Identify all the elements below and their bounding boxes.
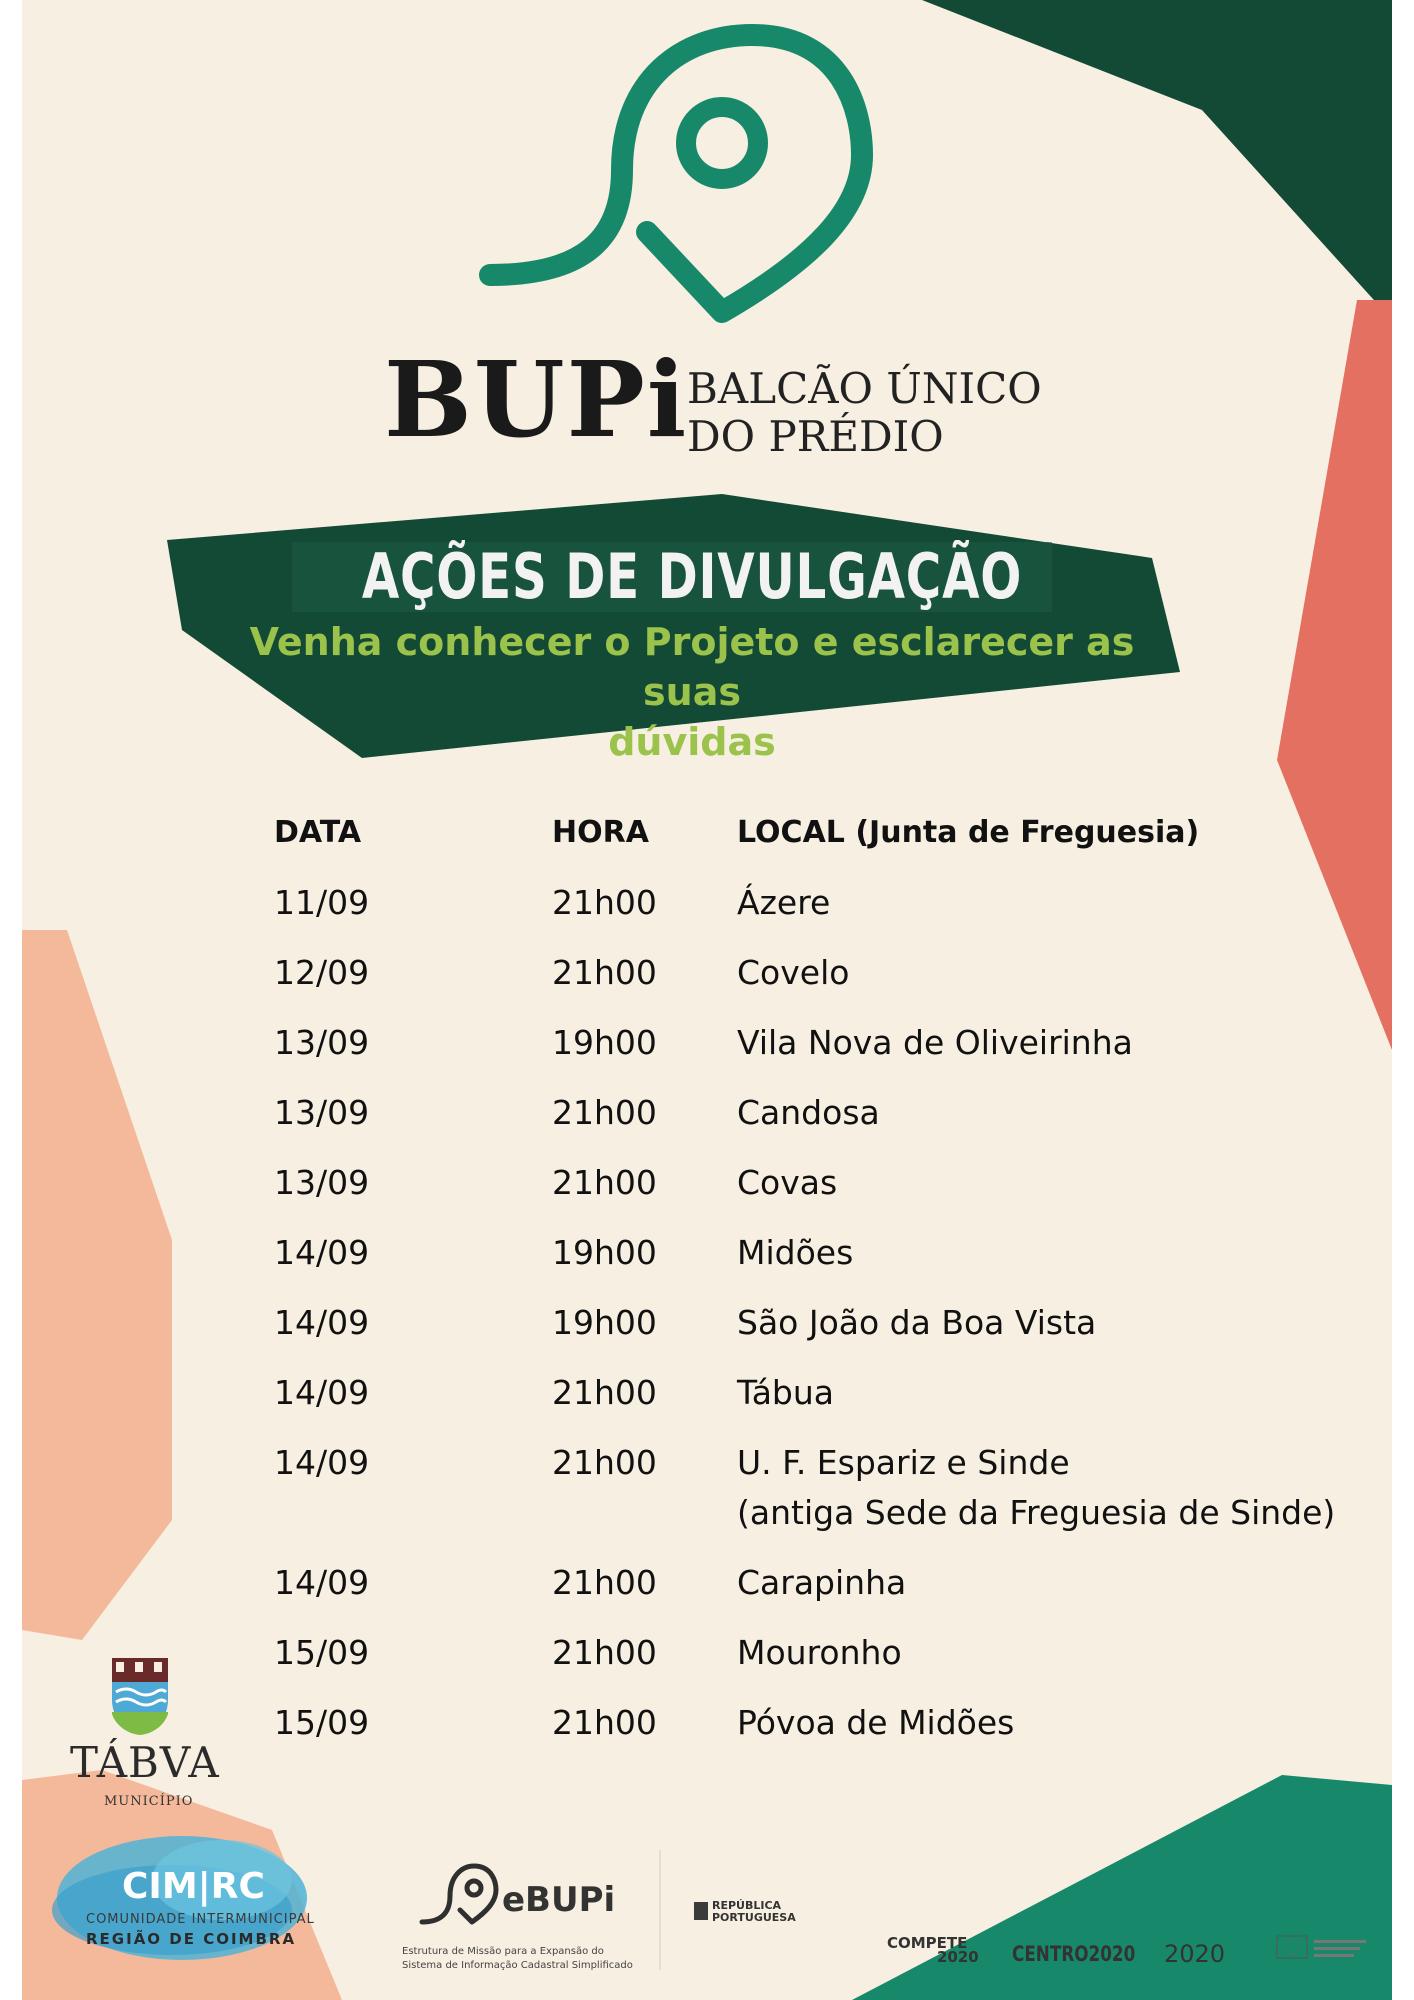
row-time: 21h00 [552, 1163, 657, 1202]
row-place: Tábua [737, 1373, 835, 1412]
republica-logo-text [712, 1900, 796, 1924]
table-row [274, 1158, 1354, 1228]
table-row [274, 948, 1354, 1018]
row-place: São João da Boa Vista [737, 1303, 1097, 1342]
banner-subtitle-line1: Venha conhecer o Projeto e esclarecer as suas [249, 620, 1135, 714]
row-date: 14/09 [274, 1303, 370, 1342]
row-date: 13/09 [274, 1163, 370, 1202]
teal-bottom-right-shape [852, 1775, 1392, 2000]
row-time: 21h00 [552, 1373, 657, 1412]
row-time: 19h00 [552, 1233, 657, 1272]
republica-line1: REPÚBLICA [712, 1899, 782, 1912]
row-place: Midões [737, 1233, 854, 1272]
header-time: HORA [552, 815, 649, 850]
table-row [274, 1298, 1354, 1368]
row-date: 14/09 [274, 1233, 370, 1272]
row-place: Ázere [737, 883, 831, 922]
republica-emblem-icon [694, 1902, 708, 1920]
row-date: 12/09 [274, 953, 370, 992]
brand-name: BUPi [384, 338, 689, 461]
row-time: 21h00 [552, 1563, 657, 1602]
poster [22, 0, 1392, 2000]
brand-subtitle-line2: DO PRÉDIO [687, 412, 944, 461]
bupi-pin-icon [490, 35, 862, 312]
row-place-name: U. F. Espariz e Sinde [737, 1443, 1070, 1482]
row-time: 21h00 [552, 1093, 657, 1132]
row-time: 21h00 [552, 953, 657, 992]
tabua-logo-name: TÁBVA [70, 1738, 220, 1787]
banner-title: AÇÕES DE DIVULGAÇÃO [361, 540, 1023, 613]
row-place: Candosa [737, 1093, 880, 1132]
table-row [274, 1558, 1354, 1628]
table-row [274, 1438, 1354, 1558]
row-date: 11/09 [274, 883, 370, 922]
table-row [274, 1368, 1354, 1438]
compete-line2: 2020 [937, 1948, 979, 1966]
schedule-table [274, 808, 1354, 1768]
table-row [274, 878, 1354, 948]
ebupi-logo-line1: Estrutura de Missão para a Expansão do [402, 1946, 604, 1957]
portugal2020-logo-text: 2020 [1164, 1940, 1226, 1968]
table-row [274, 1698, 1354, 1768]
ebupi-logo-line2: Sistema de Informação Cadastral Simplificado [402, 1960, 633, 1971]
republica-line2: PORTUGUESA [712, 1911, 796, 1924]
compete-logo-text [887, 1936, 979, 1964]
banner-subtitle [202, 617, 1182, 767]
row-date: 13/09 [274, 1023, 370, 1062]
centro2020-logo-text: CENTRO2020 [1012, 1942, 1136, 1966]
table-row [274, 1228, 1354, 1298]
header-date: DATA [274, 815, 362, 850]
tabua-crest-icon [112, 1658, 168, 1735]
compete-line1: COMPETE [887, 1934, 968, 1952]
brand-subtitle-line1: BALCÃO ÚNICO [687, 364, 1042, 413]
row-place: Carapinha [737, 1563, 907, 1602]
table-header-row [274, 808, 1354, 878]
row-date: 13/09 [274, 1093, 370, 1132]
ebupi-pin-icon [422, 1866, 496, 1922]
row-place: Covelo [737, 953, 850, 992]
row-place [737, 1438, 1337, 1558]
brand-subtitle [687, 365, 1042, 461]
row-time: 19h00 [552, 1303, 657, 1342]
row-place: Mouronho [737, 1633, 902, 1672]
ebupi-logo-name: eBUPi [502, 1880, 616, 1920]
banner-subtitle-line2: dúvidas [608, 720, 776, 764]
row-time: 21h00 [552, 883, 657, 922]
row-date: 15/09 [274, 1633, 370, 1672]
cim-logo-line2: REGIÃO DE COIMBRA [86, 1930, 297, 1948]
dark-green-corner-shape [922, 0, 1392, 320]
table-row [274, 1018, 1354, 1088]
row-date: 14/09 [274, 1563, 370, 1602]
row-date: 14/09 [274, 1373, 370, 1412]
cim-logo-name: CIM|RC [122, 1866, 265, 1907]
row-time: 21h00 [552, 1703, 657, 1742]
header-place: LOCAL (Junta de Freguesia) [737, 815, 1200, 850]
row-place: Covas [737, 1163, 838, 1202]
row-time: 21h00 [552, 1633, 657, 1672]
row-time: 19h00 [552, 1023, 657, 1062]
row-time: 21h00 [552, 1443, 657, 1482]
peach-left-shape [22, 930, 172, 1640]
row-place-note: (antiga Sede da Freguesia de Sinde) [737, 1493, 1336, 1532]
row-place: Póvoa de Midões [737, 1703, 1015, 1742]
table-row [274, 1088, 1354, 1158]
tabua-logo-sub: MUNICÍPIO [104, 1794, 194, 1809]
row-date: 14/09 [274, 1443, 370, 1482]
table-row [274, 1628, 1354, 1698]
row-date: 15/09 [274, 1703, 370, 1742]
cim-logo-line1: COMUNIDADE INTERMUNICIPAL [86, 1912, 315, 1927]
row-place: Vila Nova de Oliveirinha [737, 1023, 1133, 1062]
